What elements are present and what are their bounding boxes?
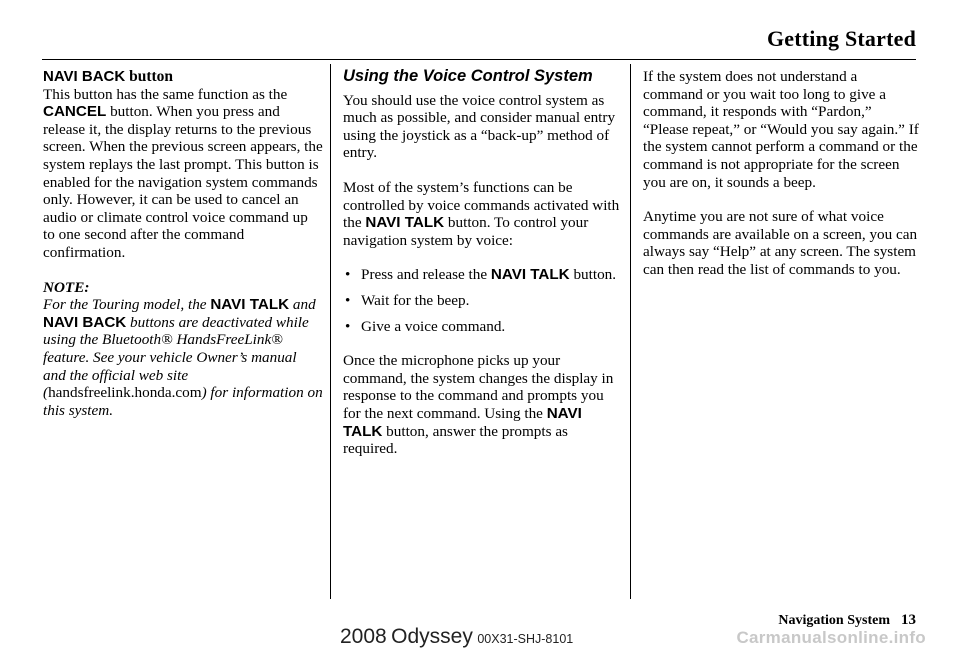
- voice-control-paragraph-1: You should use the voice control system as much as possible, and consider manual entry using the joystick as a “back-up” method of entry.: [343, 91, 616, 162]
- model-name: Odyssey: [391, 625, 473, 648]
- navi-talk-button-label: NAVI TALK: [490, 266, 570, 284]
- column-divider-1: [330, 64, 331, 599]
- column-2: [343, 68, 621, 475]
- list-item: • Give a voice command.: [343, 318, 621, 336]
- text: Most of the system’s functions can be controlled by voice commands activated with the: [343, 178, 620, 232]
- navi-talk-button-label: NAVI TALK: [365, 214, 445, 232]
- model-code: 00X31-SHJ-8101: [477, 632, 574, 646]
- navi-back-heading-rest: button: [125, 68, 174, 85]
- text: button. To control your navigation system by voice:: [343, 214, 589, 249]
- navi-back-heading-button: NAVI BACK: [43, 68, 126, 85]
- footer-model: [340, 625, 573, 649]
- watermark: Carmanualsonline.info: [736, 628, 926, 647]
- not-understood-paragraph: If the system does not understand a command or you wait too long to give a command, it responds with “Pardon,” “Please repeat,” or “Would you say again.” If the system cannot perform a command or the command is not appropriate for the screen you are on, it sounds a beep.: [643, 68, 919, 191]
- note-paragraph: [43, 296, 323, 419]
- text: button, answer the prompts as required.: [343, 422, 568, 458]
- text: Once the microphone picks up your command, the system changes the display in response to the command and prompts you for the next command. Using the: [343, 352, 614, 422]
- text: and: [289, 296, 316, 314]
- help-paragraph: Anytime you are not sure of what voice commands are available on a screen, you can always say “Help” at any screen. The system can then read the list of commands to you.: [643, 208, 918, 278]
- navi-talk-button-label: NAVI TALK: [343, 404, 582, 440]
- text: Press and release the: [361, 266, 491, 284]
- cancel-button-label: CANCEL: [43, 103, 107, 121]
- navi-back-heading: [43, 68, 323, 86]
- voice-control-paragraph-2: [343, 179, 621, 249]
- list-item: [343, 266, 621, 284]
- text: ) for information on this system.: [43, 384, 323, 419]
- text: For the Touring model, the: [43, 296, 211, 314]
- text: buttons are deactivated while using the Bluetooth® HandsFreeLink® feature. See your vehicle Owner’s manual and the official web site (: [43, 313, 309, 402]
- website-url: handsfreelink.honda.com: [48, 384, 202, 402]
- header-rule: [42, 59, 916, 60]
- text: This button has the same function as the: [43, 85, 288, 103]
- voice-control-paragraph-3: [343, 352, 621, 458]
- column-3: [643, 68, 919, 296]
- list-item: • Wait for the beep.: [343, 292, 621, 310]
- voice-steps-list: [343, 266, 621, 335]
- footer-section-name: Navigation System: [778, 613, 890, 628]
- column-1: [43, 68, 323, 436]
- navi-back-button-label: NAVI BACK: [43, 313, 127, 331]
- navi-talk-button-label: NAVI TALK: [210, 296, 290, 314]
- column-divider-2: [630, 64, 631, 599]
- text: button. When you press and release it, the display returns to the previous screen. When the previous screen appears, the system replays the last prompt. This button is enabled for the navigation system commands only. However, it can be used to cancel an audio or climate control voice command up to one second after the command confirmation.: [43, 103, 323, 261]
- page-title: Getting Started: [766, 26, 916, 51]
- voice-control-heading: Using the Voice Control System: [343, 67, 593, 85]
- navi-back-paragraph: [43, 86, 323, 262]
- text: button.: [569, 266, 617, 284]
- model-year: 2008: [340, 625, 387, 648]
- page-number: 13: [901, 612, 916, 628]
- note-label: NOTE:: [43, 278, 90, 296]
